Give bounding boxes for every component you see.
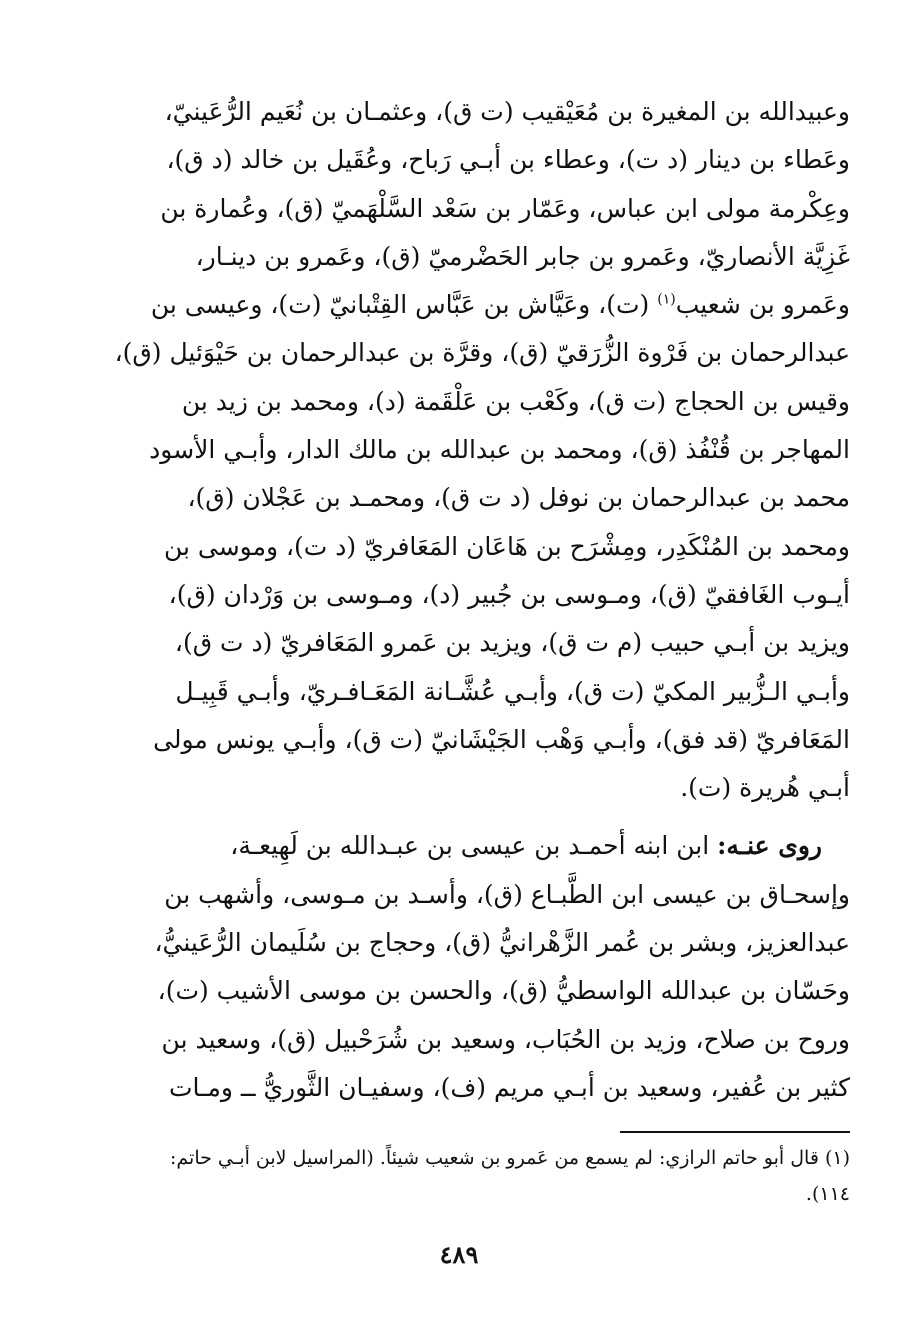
text-line: ويزيد بن أبـي حبيب (م ت ق)، ويزيد بن عَمرو المَعَافريّ (د ت ق)، (174, 628, 850, 658)
text-segment: (ت)، وعَيَّاش بن عَبَّاس القِتْبانيّ (ت)، وعيسى بن (150, 290, 658, 320)
text-line: عبدالعزيز، وبشر بن عُمر الزَّهْرانيُّ (ق)، وحجاج بن سُلَيمان الرُّعَينيُّ، (154, 928, 850, 958)
text-line: ومحمد بن المُنْكَدِر، ومِشْرَح بن هَاعَان المَعَافريّ (د ت)، وموسى بن (163, 531, 850, 561)
document-page (68, 88, 850, 1318)
text-line: أيـوب الغَافقيّ (ق)، ومـوسى بن جُبير (د)، ومـوسى بن وَرْدان (ق)، (168, 579, 850, 609)
text-line: المَعَافريّ (قد فق)، وأبـي وَهْب الجَيْشَانيّ (ت ق)، وأبـي يونس مولى (153, 724, 850, 754)
footnote-line: ١١٤). (805, 1183, 850, 1205)
narrators-heading: روى عنـه: (717, 831, 822, 861)
narrators-section (68, 88, 850, 1112)
footnote-divider (620, 1131, 850, 1133)
text-line: وعِكْرمة مولى ابن عباس، وعَمّار بن سَعْد السَّلْهَميّ (ق)، وعُمارة بن (160, 193, 850, 223)
text-line: غَزِيَّة الأنصاريّ، وعَمرو بن جابر الحَضْرميّ (ق)، وعَمرو بن دينـار، (195, 241, 850, 271)
text-segment: وعَمرو بن شعيب (675, 290, 850, 320)
narrators-from-line (68, 822, 850, 870)
text-line: وأبـي الـزُّبير المكيّ (ت ق)، وأبـي عُشَّـانة المَعَـافـريّ، وأبـي قَبِيـل (175, 676, 850, 706)
text-line: وقيس بن الحجاج (ت ق)، وكَعْب بن عَلْقَمة (د)، ومحمد بن زيد بن (181, 386, 850, 416)
text-line: وروح بن صلاح، وزيد بن الحُبَاب، وسعيد بن شُرَحْبيل (ق)، وسعيد بن (161, 1024, 850, 1054)
footnotes (68, 1140, 850, 1212)
text-line: وعبيدالله بن المغيرة بن مُعَيْقيب (ت ق)، وعثمـان بن نُعَيم الرُّعَينيّ، (164, 97, 850, 126)
paragraph-gap (68, 812, 850, 822)
text-line: وعَطاء بن دينار (د ت)، وعطاء بن أبـي رَباح، وعُقَيل بن خالد (د ق)، (166, 145, 850, 175)
text-line: وحَسّان بن عبدالله الواسطيُّ (ق)، والحسن بن موسى الأشيب (ت)، (157, 976, 850, 1006)
footnote-line: (١) قال أبو حاتم الرازي: لم يسمع من عَمرو بن شعيب شيئاً. (المراسيل لابن أبـي حاتم: (170, 1147, 850, 1169)
text-line: عبدالرحمان بن فَرْوة الزُّرَقيّ (ق)، وقرَّة بن عبدالرحمان بن حَيْوَئيل (ق)، (114, 338, 850, 368)
text-line: كثير بن عُفير، وسعيد بن أبـي مريم (ف)، وسفيـان الثَّوريُّ ــ ومـات (169, 1072, 850, 1102)
page-number: ٤٨٩ (439, 1240, 479, 1269)
text-line: المهاجر بن قُنْفُذ (ق)، ومحمد بن عبدالله بن مالك الدار، وأبـي الأسود (149, 435, 850, 465)
text-segment: ابن ابنه أحمـد بن عيسى بن عبـدالله بن لَهِيعـة، (230, 831, 718, 861)
footnote-marker[interactable]: (١) (657, 291, 676, 308)
text-line-with-footnote (68, 281, 850, 329)
text-line: وإسحـاق بن عيسى ابن الطَّبـاع (ق)، وأسـد بن مـوسى، وأشهب بن (164, 879, 850, 909)
text-line: أبـي هُريرة (ت). (680, 773, 850, 803)
text-line: محمد بن عبدالرحمان بن نوفل (د ت ق)، ومحمـد بن عَجْلان (ق)، (187, 483, 850, 513)
